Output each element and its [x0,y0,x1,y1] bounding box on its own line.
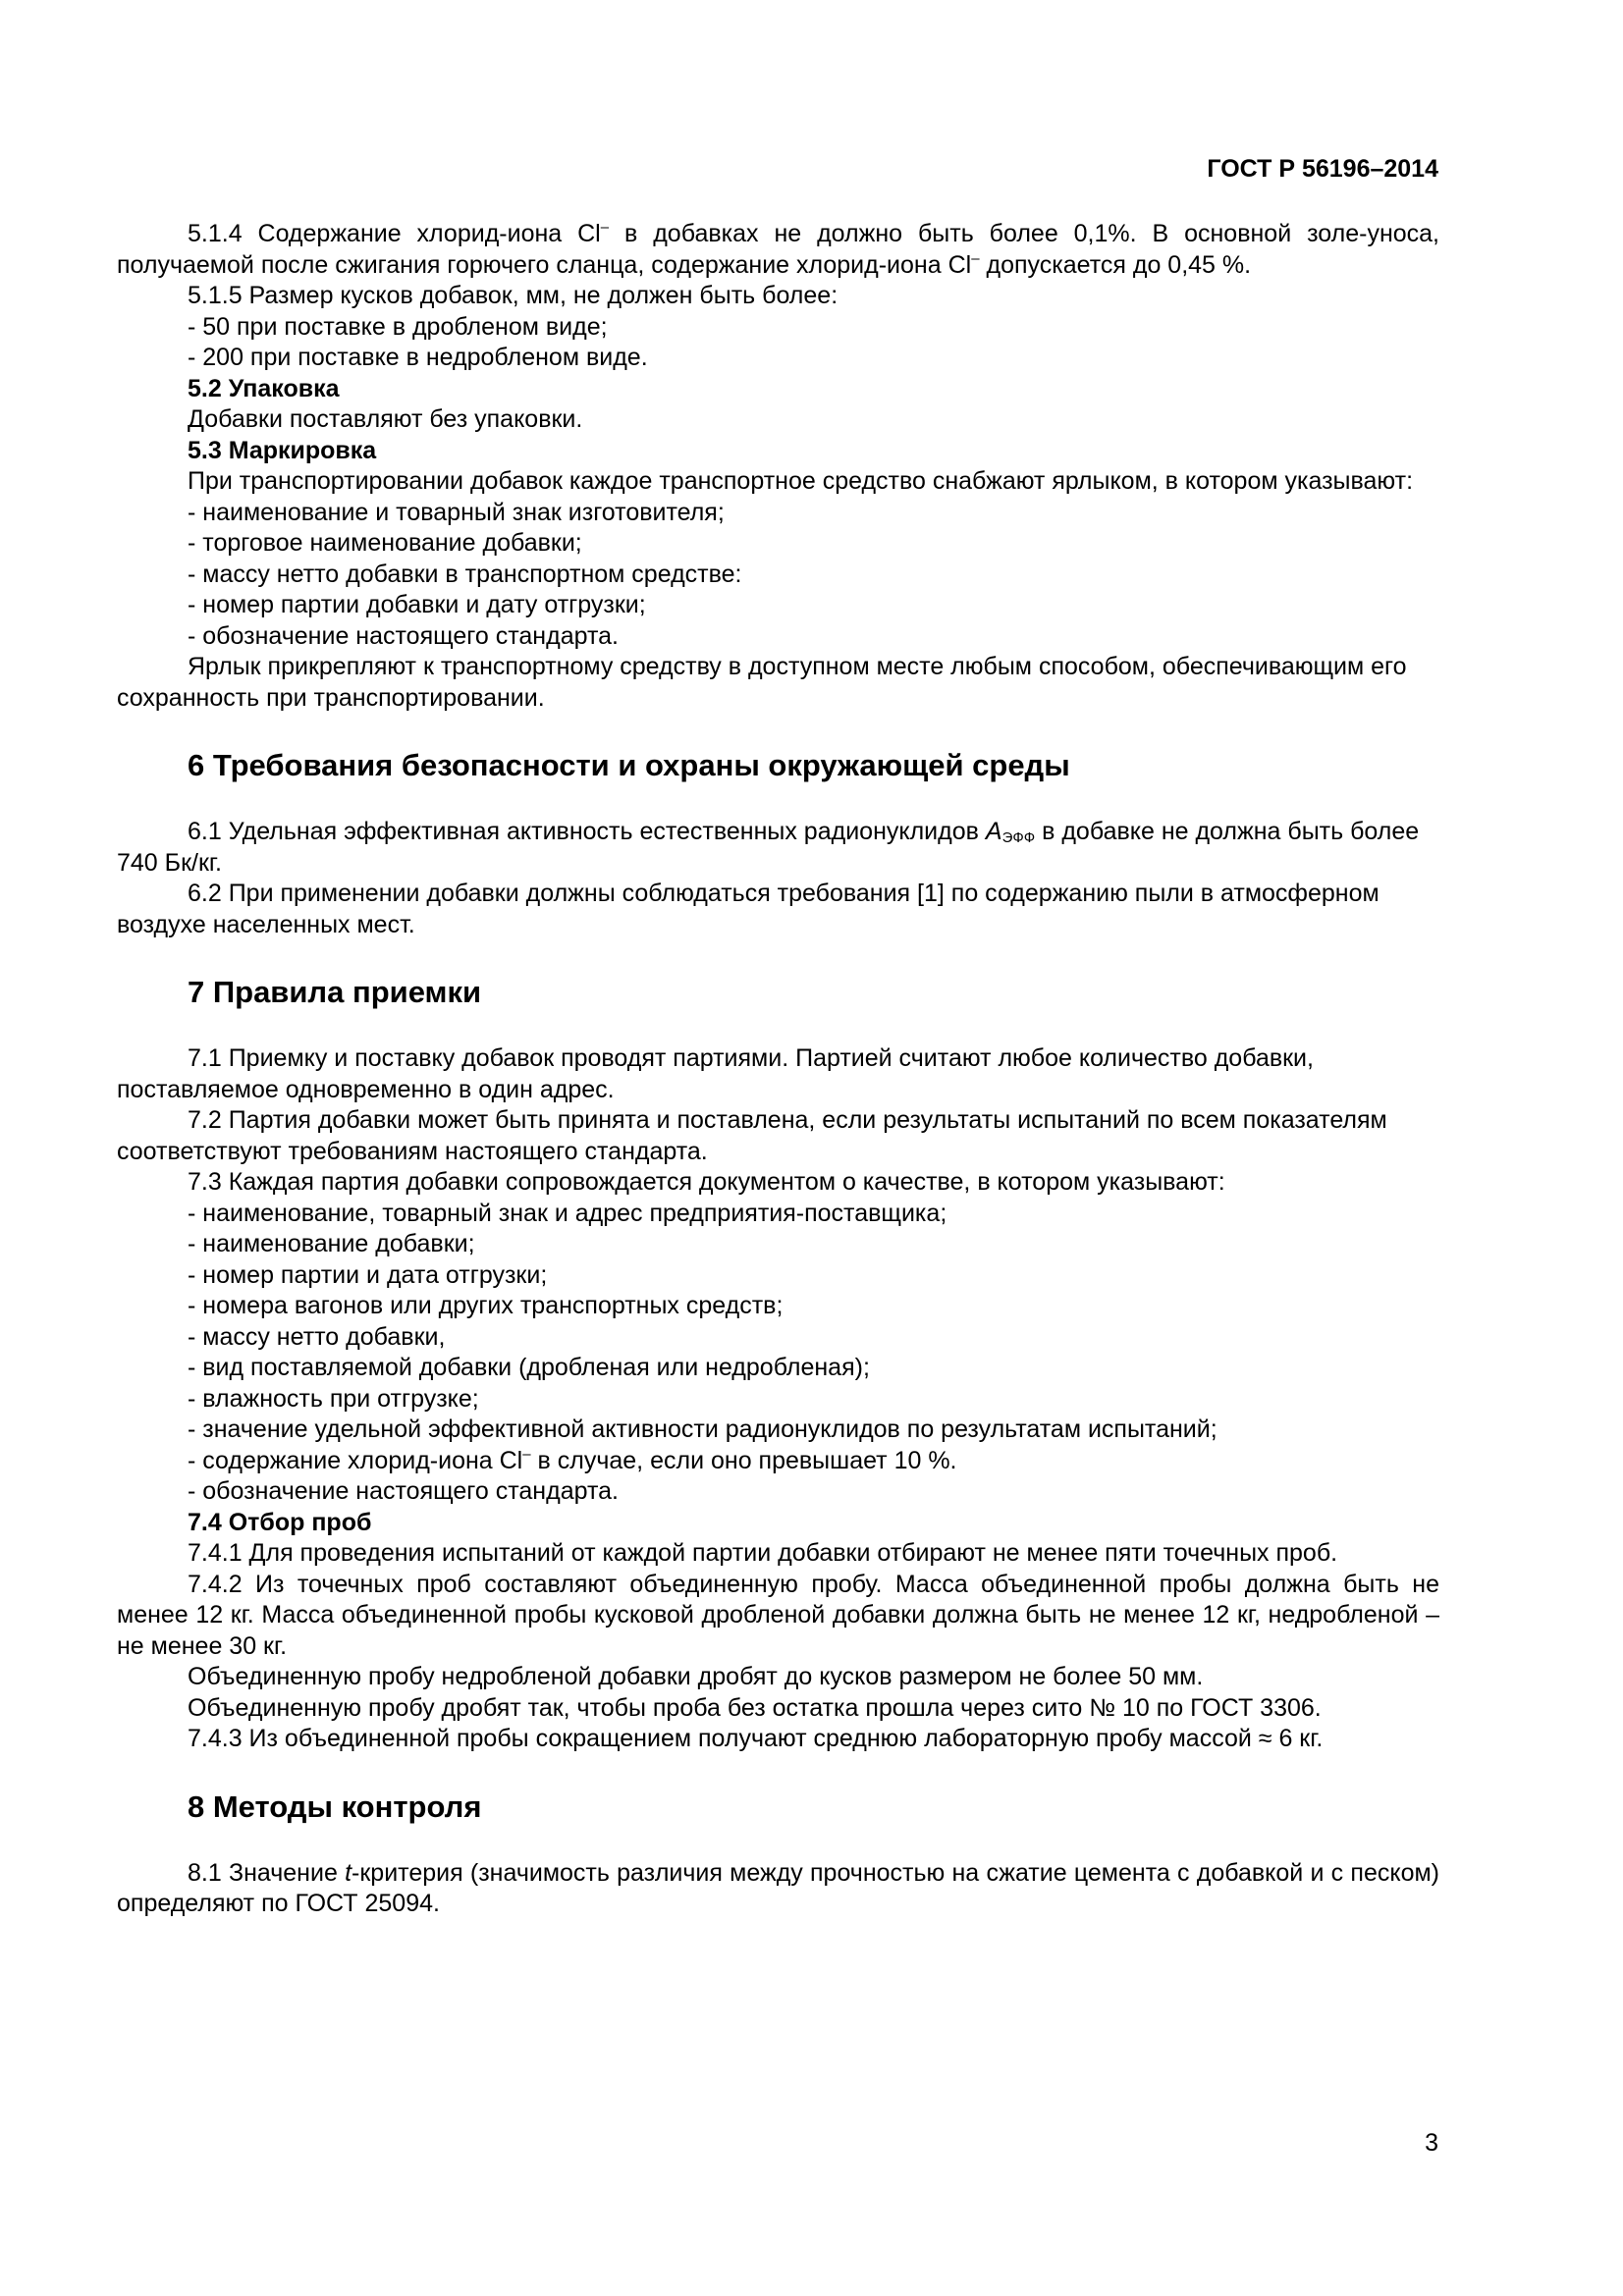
heading-5-2: 5.2 Упаковка [188,374,340,402]
list-item: - наименование и товарный знак изготовителя; [188,498,725,526]
page-number: 3 [1425,2129,1438,2157]
clause-6-2: 6.2 При применении добавки должны соблюдаться требования [1] по содержанию пыли в атмосферном воздухе населенных мест. [117,880,1380,938]
list-item: - обозначение настоящего стандарта. [188,621,619,650]
list-item: - номер партии добавки и дату отгрузки; [188,591,646,618]
list-item: - наименование, товарный знак и адрес предприятия-поставщика; [188,1199,947,1227]
list-item: - номер партии и дата отгрузки; [188,1260,548,1289]
list-item: - 50 при поставке в дробленом виде; [188,312,608,341]
section-6-heading: 6 Требования безопасности и охраны окружающей среды [188,748,1070,782]
clause-8-1: 8.1 Значение t-критерия (значимость различия между прочностью на сжатие цемента с добавкой и с песком) определяют по ГОСТ 25094. [117,1858,1439,1917]
clause-5-2-text: Добавки поставляют без упаковки. [188,405,583,433]
clause-7-4-1: 7.4.1 Для проведения испытаний от каждой партии добавки отбирают не менее пяти точечных проб. [188,1539,1338,1567]
clause-7-2: 7.2 Партия добавки может быть принята и поставлена, если результаты испытаний по всем показателям соответствуют требованиям настоящего стандарта. [117,1106,1387,1165]
clause-5-3-text: При транспортировании добавок каждое транспортное средство снабжают ярлыком, в котором указывают: [188,467,1414,495]
document-body [117,219,1439,1920]
clause-5-1-4: 5.1.4 Содержание хлорид-иона Cl– в добавках не должно быть более 0,1%. В основной золе-уноса, получаемой после сжигания горючего сланца, содержание хлорид-иона Cl– допускается до 0,45 %. [117,219,1440,279]
clause-5-1-5: 5.1.5 Размер кусков добавок, мм, не должен быть более: [188,282,839,309]
clause-7-4-2: 7.4.2 Из точечных проб составляют объединенную пробу. Масса объединенной пробы должна быть не менее 12 кг. Масса объединенной пробы кусковой дробленой добавки должна быть не менее 12 кг, недробленой – не менее 30 кг. [117,1570,1439,1660]
list-item: - номера вагонов или других транспортных средств; [188,1292,784,1319]
list-item: - 200 при поставке в недробленом виде. [188,344,648,371]
section-8-heading: 8 Методы контроля [188,1789,482,1824]
clause-5-3-label: Ярлык прикрепляют к транспортному средству в доступном месте любым способом, обеспечивающим его сохранность при транспортировании. [117,653,1407,712]
document-id-header: ГОСТ Р 56196–2014 [1207,155,1438,183]
list-item: - значение удельной эффективной активности радионуклидов по результатам испытаний; [188,1415,1217,1443]
section-7-heading: 7 Правила приемки [188,975,482,1009]
list-item: - влажность при отгрузке; [188,1384,479,1413]
list-item: - обозначение настоящего стандарта. [188,1477,619,1505]
clause-7-3: 7.3 Каждая партия добавки сопровождается документом о качестве, в котором указывают: [188,1168,1225,1196]
clause-7-4-2-c: Объединенную пробу дробят так, чтобы проба без остатка прошла через сито № 10 по ГОСТ 3306. [188,1693,1322,1722]
clause-6-1: 6.1 Удельная эффективная активность естественных радионуклидов $A_{ЭФФ}$ в добавке не должна быть более 740 Бк/кг. [117,818,1420,877]
clause-7-4-3: 7.4.3 Из объединенной пробы сокращением получают среднюю лабораторную пробу массой ≈ 6 кг. [188,1725,1324,1752]
heading-7-4: 7.4 Отбор проб [188,1508,372,1536]
list-item: - наименование добавки; [188,1230,475,1257]
clause-7-1: 7.1 Приемку и поставку добавок проводят партиями. Партией считают любое количество добавки, поставляемое одновременно в один адрес. [117,1044,1314,1103]
list-item: - содержание хлорид-иона Cl– в случае, если оно превышает 10 %. [188,1445,957,1474]
heading-5-3: 5.3 Маркировка [188,436,377,464]
list-item: - массу нетто добавки, [188,1322,446,1351]
list-item: - массу нетто добавки в транспортном средстве: [188,560,742,588]
list-item: - вид поставляемой добавки (дробленая или недробленая); [188,1354,870,1381]
clause-7-4-2-b: Объединенную пробу недробленой добавки дробят до кусков размером не более 50 мм. [188,1663,1204,1690]
list-item: - торговое наименование добавки; [188,529,582,557]
